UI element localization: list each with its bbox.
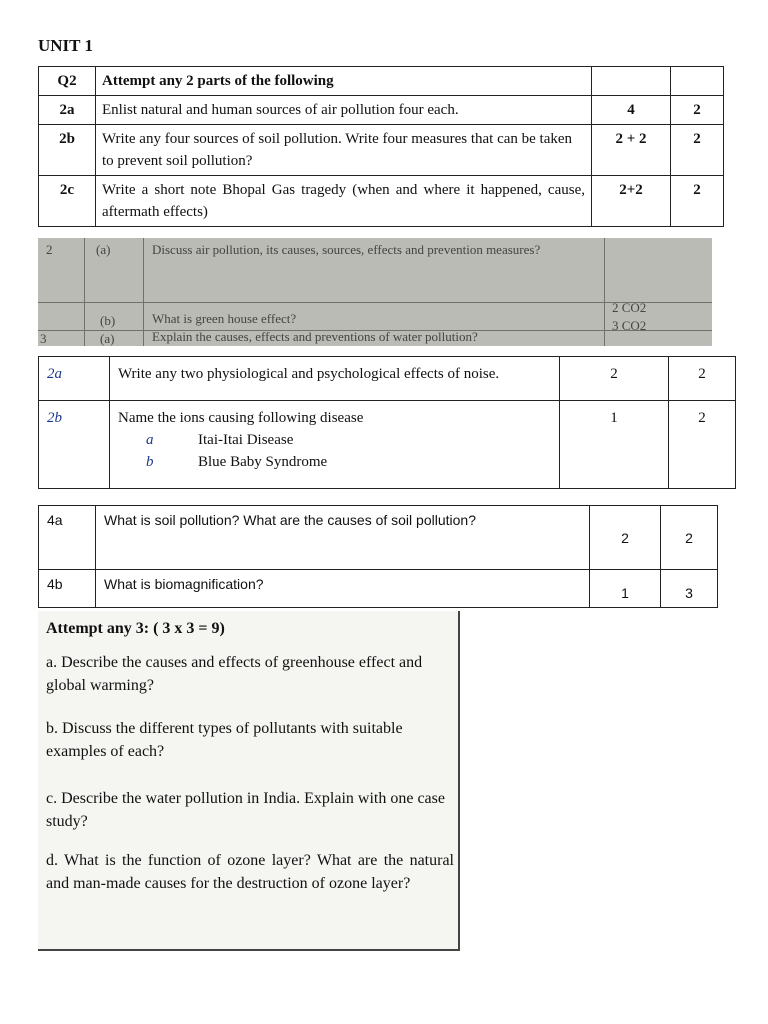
question-text: Enlist natural and human sources of air pollution four each. <box>96 96 592 125</box>
table-header-row <box>39 67 724 96</box>
list-item: c. Describe the water pollution in India. Explain with one case study? <box>46 790 445 830</box>
co-cell: 2 <box>671 125 724 176</box>
marks-cell: 2+2 <box>592 176 671 227</box>
question-number: 3 <box>40 331 47 346</box>
marks-cell: 2 <box>590 506 661 570</box>
co-cell: 2 CO2 <box>612 300 647 315</box>
question-text: What is biomagnification? <box>96 570 590 608</box>
question-table-noise <box>38 356 736 489</box>
question-table-unit1 <box>38 66 724 227</box>
co-cell: 2 <box>671 96 724 125</box>
scanned-question-block <box>38 238 712 346</box>
question-text: Discuss air pollution, its causes, sources, effects and prevention measures? <box>152 242 541 257</box>
question-number: 2b <box>39 125 96 176</box>
section-heading: Attempt any 3: ( 3 x 3 = 9) <box>46 620 225 637</box>
question-number <box>39 357 110 401</box>
marks-cell: 2 <box>560 357 669 401</box>
question-number: 4a <box>39 506 96 570</box>
question-number-label: 2b <box>47 410 62 426</box>
question-number <box>39 401 110 489</box>
co-cell: 2 <box>669 357 736 401</box>
question-number: 2 <box>46 242 53 257</box>
sub-item-label: a <box>146 432 154 448</box>
marks-cell: 4 <box>592 96 671 125</box>
question-number: 2a <box>39 96 96 125</box>
table-row <box>39 506 718 570</box>
table-row <box>39 176 724 227</box>
co-cell: 2 <box>671 176 724 227</box>
marks-cell: 1 <box>590 570 661 608</box>
table-row <box>39 401 736 489</box>
sub-item <box>118 429 551 451</box>
question-part: (b) <box>100 313 116 328</box>
question-text: Name the ions causing following disease <box>118 410 364 426</box>
list-item: a. Describe the causes and effects of greenhouse effect and global warming? <box>46 654 423 694</box>
question-text: What is soil pollution? What are the causes of soil pollution? <box>96 506 590 570</box>
sub-item-text: Itai-Itai Disease <box>198 432 294 448</box>
row-divider <box>38 302 712 303</box>
question-number: 4b <box>39 570 96 608</box>
question-number-label: 2a <box>47 366 62 382</box>
question-part: (a) <box>100 331 115 346</box>
list-item: b. Discuss the different types of pollutants with suitable examples of each? <box>46 720 403 760</box>
question-number: Q2 <box>39 67 96 96</box>
question-text: Write any two physiological and psychological effects of noise. <box>110 357 560 401</box>
sub-item-text: Blue Baby Syndrome <box>198 454 328 470</box>
question-part: (a) <box>96 242 111 257</box>
question-number: 2c <box>39 176 96 227</box>
sub-item <box>118 451 551 473</box>
question-table-soil <box>38 505 718 608</box>
attempt-any-three-section <box>38 611 460 951</box>
co-cell: 2 <box>661 506 718 570</box>
question-text: Write any four sources of soil pollution. Write four measures that can be taken to prevent soil pollution? <box>96 125 592 176</box>
question-text: What is green house effect? <box>152 311 297 326</box>
table-row <box>39 96 724 125</box>
question-text-cell <box>110 401 560 489</box>
co-cell: 2 <box>669 401 736 489</box>
table-row <box>39 570 718 608</box>
marks-cell: 2 + 2 <box>592 125 671 176</box>
table-row <box>39 357 736 401</box>
question-text: Attempt any 2 parts of the following <box>96 67 592 96</box>
co-cell: 3 CO2 <box>612 318 647 333</box>
co-cell <box>671 67 724 96</box>
question-text: Explain the causes, effects and preventions of water pollution? <box>152 329 478 344</box>
question-text: Write a short note Bhopal Gas tragedy (when and where it happened, cause, aftermath effects) <box>96 176 592 227</box>
co-cell: 3 <box>661 570 718 608</box>
table-row <box>39 125 724 176</box>
sub-item-label: b <box>146 454 154 470</box>
unit-title: UNIT 1 <box>38 36 93 55</box>
list-item: d. What is the function of ozone layer? What are the natural and man-made causes for the destruction of ozone layer? <box>46 852 454 892</box>
marks-cell <box>592 67 671 96</box>
marks-cell: 1 <box>560 401 669 489</box>
